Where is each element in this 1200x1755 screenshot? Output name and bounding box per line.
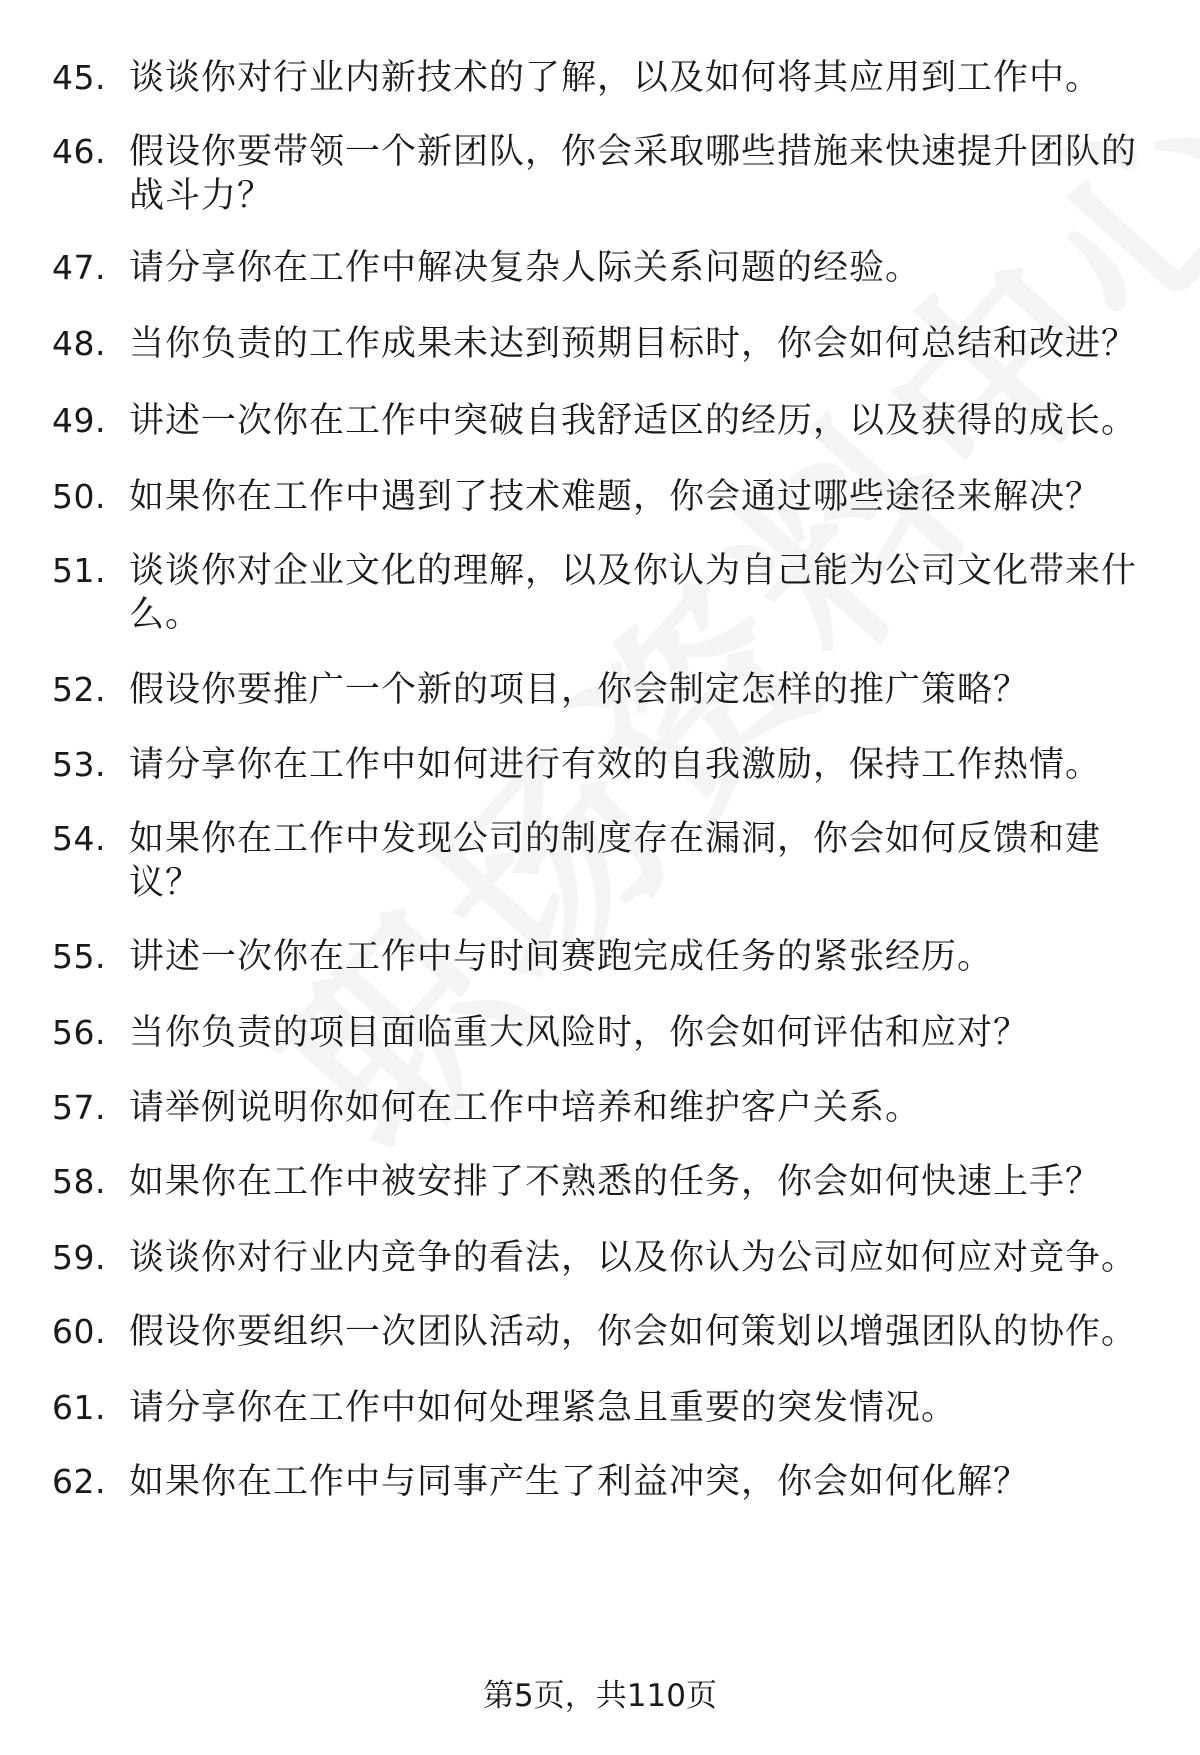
question-text: 谈谈你对行业内竞争的看法，以及你认为公司应如何应对竞争。 (129, 1238, 1138, 1278)
question-text: 请分享你在工作中如何处理紧急且重要的突发情况。 (129, 1388, 958, 1428)
question-number: 59. (52, 1238, 106, 1277)
question-text: 请分享你在工作中解决复杂人际关系问题的经验。 (129, 248, 922, 288)
question-text: 假设你要组织一次团队活动，你会如何策划以增强团队的协作。 (129, 1312, 1138, 1352)
question-text: 假设你要带领一个新团队，你会采取哪些措施来快速提升团队的战斗力？ (129, 132, 1138, 216)
question-text: 谈谈你对企业文化的理解，以及你认为自己能为公司文化带来什么。 (129, 551, 1138, 635)
question-number: 45. (52, 58, 106, 97)
question-number: 61. (52, 1388, 106, 1427)
question-text: 当你负责的工作成果未达到预期目标时，你会如何总结和改进？ (129, 324, 1138, 364)
question-number: 47. (52, 248, 106, 287)
question-text: 讲述一次你在工作中与时间赛跑完成任务的紧张经历。 (129, 937, 994, 977)
question-number: 54. (52, 819, 106, 858)
question-text: 请举例说明你如何在工作中培养和维护客户关系。 (129, 1088, 922, 1128)
question-text: 如果你在工作中与同事产生了利益冲突，你会如何化解？ (129, 1462, 1030, 1502)
question-number: 62. (52, 1462, 106, 1501)
question-text: 如果你在工作中被安排了不熟悉的任务，你会如何快速上手？ (129, 1162, 1102, 1202)
question-number: 53. (52, 745, 106, 784)
question-text: 谈谈你对行业内新技术的了解，以及如何将其应用到工作中。 (129, 58, 1102, 98)
question-text: 如果你在工作中发现公司的制度存在漏洞，你会如何反馈和建议？ (129, 819, 1102, 903)
question-text: 请分享你在工作中如何进行有效的自我激励，保持工作热情。 (129, 745, 1102, 785)
page-footer: 第5页，共110页 (483, 1678, 717, 1714)
question-text: 假设你要推广一个新的项目，你会制定怎样的推广策略？ (129, 670, 1030, 710)
question-number: 46. (52, 132, 106, 171)
question-number: 55. (52, 937, 106, 976)
question-text: 讲述一次你在工作中突破自我舒适区的经历，以及获得的成长。 (129, 401, 1138, 441)
question-number: 57. (52, 1088, 106, 1127)
question-number: 56. (52, 1013, 106, 1052)
question-number: 50. (52, 477, 106, 516)
question-number: 51. (52, 551, 106, 590)
question-number: 58. (52, 1162, 106, 1201)
question-text: 如果你在工作中遇到了技术难题，你会通过哪些途径来解决？ (129, 477, 1102, 517)
question-number: 49. (52, 401, 106, 440)
question-number: 48. (52, 324, 106, 363)
question-text: 当你负责的项目面临重大风险时，你会如何评估和应对？ (129, 1013, 1030, 1053)
question-number: 60. (52, 1312, 106, 1351)
question-number: 52. (52, 670, 106, 709)
